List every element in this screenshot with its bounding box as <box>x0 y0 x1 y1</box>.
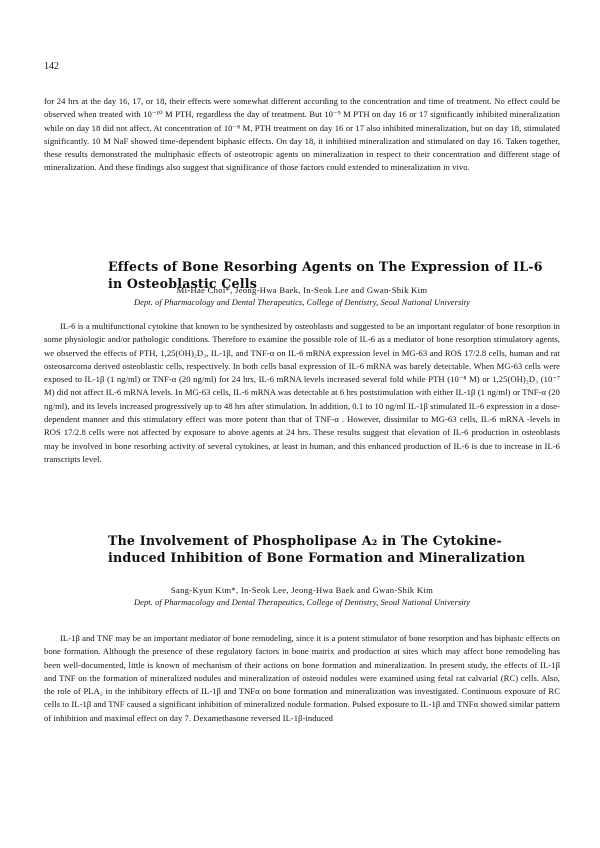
article2-abstract: IL-1β and TNF may be an important mediator of bone remodeling, since it is a potent stimulator of bone resorption and has biphasic effects on bone formation. Although the presence of these regulatory factors in bone matrix and production at sites which may affect bone remodeling has been well-documented, little is known of mechanism of their actions on bone formation and mineralization. In present study, the effects of IL-1β and TNF on the formation of mineralized nodules and mineralization of osteoid nodules were examined using fetal rat calvarial (RC) cells. Also, the role of PLA₂ in the inhibitory effects of IL-1β and TNFα on bone formation and mineralization was investigated. Continuous exposure of RC cells to IL-1β and TNF caused a significant inhibition of mineralized nodule formation. Pulsed exposure to IL-1β and TNFα showed similar pattern of inhibition and maximal effect on day 7. Dexamethasone reversed IL-1β-induced <box>44 633 560 723</box>
intro-paragraph: for 24 hrs at the day 16, 17, or 18, their effects were somewhat different according to the concentration and time of treatment. No effect could be observed when treated with 10⁻¹⁰ M PTH, regardless the day of treatment. But 10⁻⁹ M PTH on day 16 or 17 significantly inhibited mineralization while on day 18 did not affect. At concentration of 10⁻⁸ M, PTH treatment on day 16 or 17 also inhibited mineralization, but on day 18, stimulated significantly. 10 M NaF showed time-dependent biphasic effects. On day 18, it inhibited mineralization and stimulated on day 16. Taken together, these results demonstrated the multiphasic effects of osteotropic agents on mineralization in respect to their concentration and different stage of mineralization. And these findings also suggest that significance of those factors could extended to mineralization in vivo. <box>44 96 560 173</box>
article1-authors: Mi-Hae Choi*, Jeong-Hwa Baek, In-Seok Lee and Gwan-Shik Kim <box>176 285 428 295</box>
article1-body <box>44 320 560 466</box>
article2-body <box>44 632 560 725</box>
article1-title-line1: Effects of Bone Resorbing Agents on The Expression of IL-6 <box>108 259 543 274</box>
article1-title-line2: in Osteoblastic Cells <box>108 276 258 291</box>
article2-title-line1: The Involvement of Phospholipase A₂ in The Cytokine- <box>108 533 502 548</box>
page-number: 142 <box>44 61 59 72</box>
intro-section <box>44 95 560 175</box>
article1-byline <box>44 285 560 307</box>
article2-byline <box>44 585 560 607</box>
article2-title <box>108 532 568 566</box>
article2-title-line2: induced Inhibition of Bone Formation and Mineralization <box>108 550 526 565</box>
article2-authors: Sang-Kyun Kim*, In-Seok Lee, Jeong-Hwa Baek and Gwan-Shik Kim <box>170 585 434 595</box>
article1-affiliation: Dept. of Pharmacology and Dental Therapeutics, College of Dentistry, Seoul National University <box>134 298 470 307</box>
article2-affiliation: Dept. of Pharmacology and Dental Therapeutics, College of Dentistry, Seoul National University <box>134 598 470 607</box>
article1-abstract: IL-6 is a multifunctional cytokine that known to be synthesized by osteoblasts and suggested to be an important regulator of bone resorption in some physiologic and/or pathologic conditions. Therefore to examine the possible role of IL-6 as a mediator of bone resorption stimulatory agents, we observed the effects of PTH, 1,25(OH)₂D₃, IL-1β, and TNF-α on IL-6 mRNA expression level in MG-63 and ROS 17/2.8 cells, human and rat osteosarcoma derived osteoblastic cells, respectively. In both cells basal expression of IL-6 mRNA was barely detectable. When MG-63 cells were exposed to IL-1β (1 ng/ml) or TNF-α (20 ng/ml) for 24 hrs, IL-6 mRNA levels increased several fold while PTH (10⁻⁸ M) or 1,25(OH)₂D₃ (10⁻⁷ M) did not affect IL-6 mRNA levels. In MG-63 cells, IL-6 mRNA was detectable at 6 hrs poststimulation with either IL-1β (1 ng/ml) or TNF-α (20 ng/ml), and its levels increased progressively up to 48 hrs after stimulation. In addition, 0.1 to 10 ng/ml IL-1β stimulated IL-6 expression in a dose-dependent manner and this stimulatory effect was more potent than that of TNF-α . However, dissimilar to MG-63 cells, IL-6 mRNA -levels in ROS 17/2.8 cells were not affected by exposure to above agents at 24 hrs. These results suggest that elevation of IL-6 production in osteoblasts may be involved in bone resorbing activity of several cytokines, at least in human, and this enhanced production of IL-6 is due to increase in IL-6 transcripts level. <box>44 321 560 464</box>
